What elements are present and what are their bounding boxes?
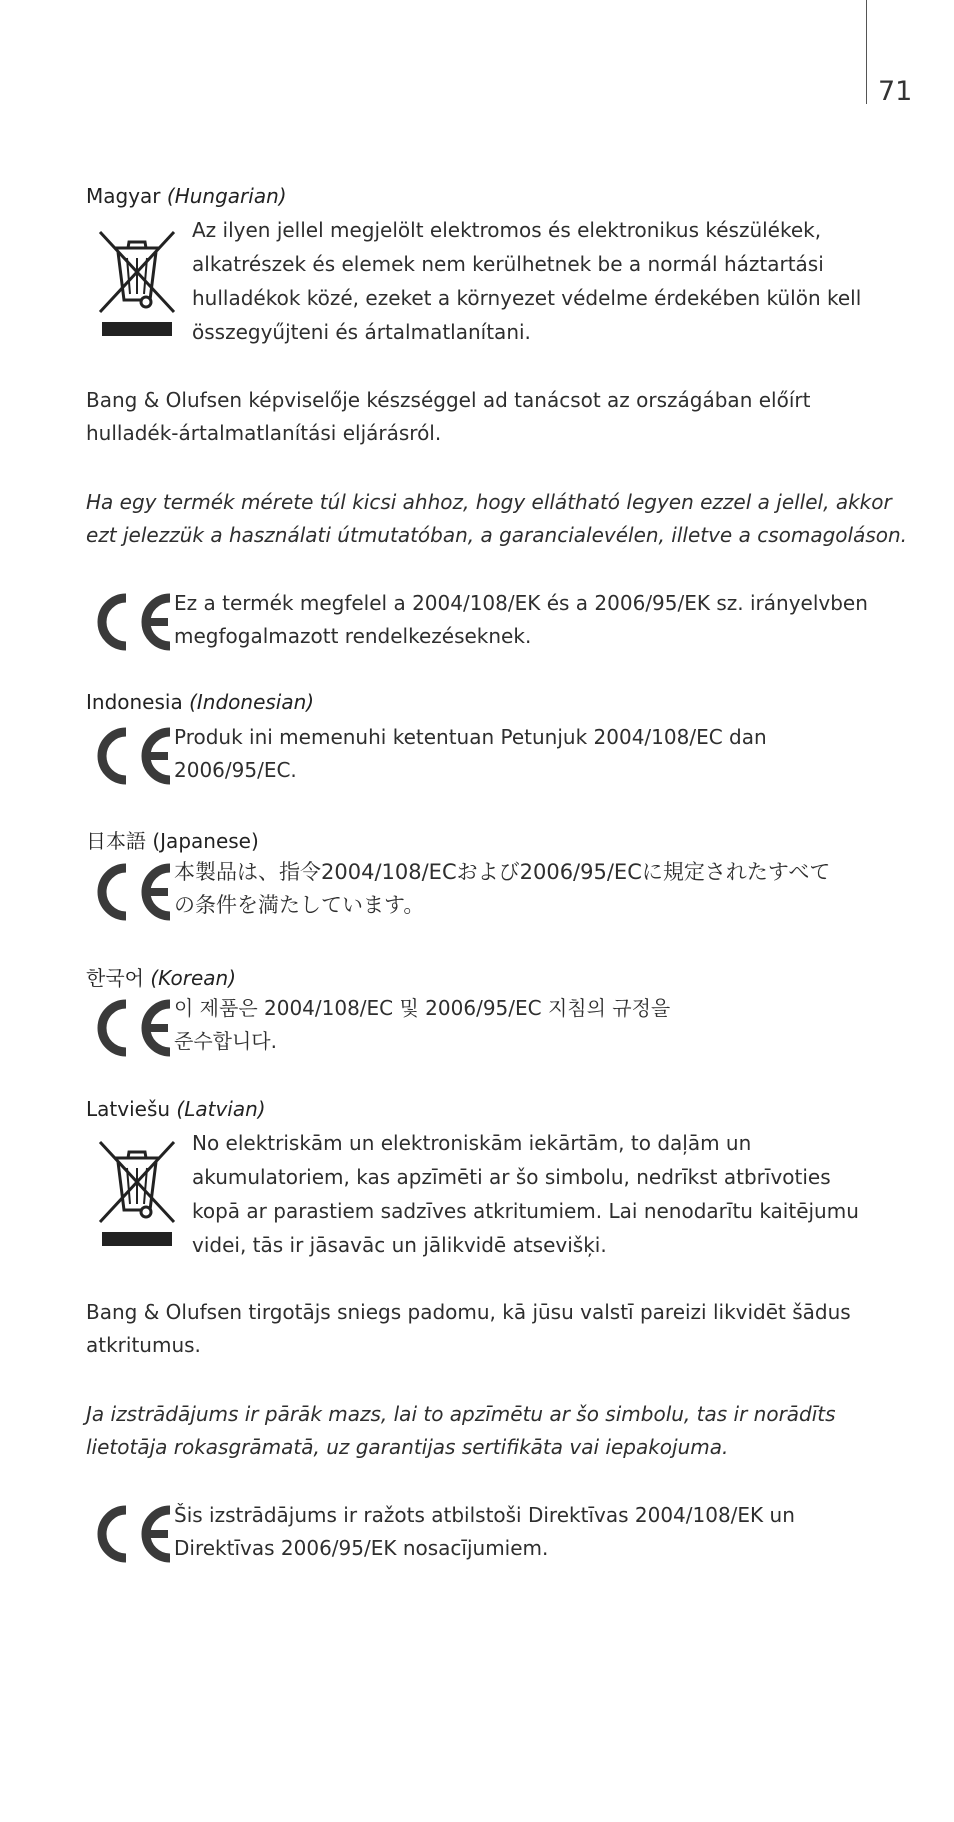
page-margin-rule (866, 0, 867, 104)
section-heading-hungarian (86, 184, 287, 208)
text-line: hulladék-ártalmatlanítási eljárásról. (86, 421, 442, 445)
text-line: kopā ar parastiem sadzīves atkritumiem. Lai nenodarītu kaitējumu (192, 1199, 859, 1223)
ce-statement-indonesian (174, 721, 767, 787)
text-line: hulladékok közé, ezeket a környezet védelme érdekében külön kell (192, 286, 862, 310)
ce-statement-latvian (174, 1499, 795, 1565)
section-heading-japanese (86, 825, 259, 854)
page-number: 71 (878, 76, 913, 107)
ce-mark-icon (92, 862, 176, 922)
text-line: Ha egy termék mérete túl kicsi ahhoz, hogy ellátható legyen ezzel a jellel, akkor (86, 490, 892, 514)
text-line: Az ilyen jellel megjelölt elektromos és elektronikus készülékek, (192, 218, 822, 242)
heading-language-english: (Indonesian) (189, 690, 315, 714)
weee-crossed-bin-icon (94, 1134, 180, 1246)
text-line: alkatrészek és elemek nem kerülhetnek be a normál háztartási (192, 252, 824, 276)
text-line: Produk ini memenuhi ketentuan Petunjuk 2004/108/EC dan (174, 725, 767, 749)
text-line: 本製品は、指令2004/108/ECおよび2006/95/ECに規定されたすべて (174, 860, 831, 884)
text-line: の条件を満たしています。 (174, 893, 425, 917)
heading-language-english: (Japanese) (152, 829, 259, 853)
heading-language-english: (Hungarian) (166, 184, 287, 208)
text-line: 이 제품은 2004/108/EC 및 2006/95/EC 지침의 규정을 (174, 996, 671, 1020)
section-heading-korean (86, 962, 236, 991)
section-heading-indonesian (86, 690, 314, 714)
text-line: No elektriskām un elektroniskām iekārtām, to daļām un (192, 1131, 752, 1155)
text-line: Ez a termék megfelel a 2004/108/EK és a 2006/95/EK sz. irányelvben (174, 591, 868, 615)
text-line: Direktīvas 2006/95/EK nosacījumiem. (174, 1536, 549, 1560)
ce-mark-icon (92, 726, 176, 786)
text-line: videi, tās ir jāsavāc un jālikvidē atsevišķi. (192, 1233, 607, 1257)
text-line: Šis izstrādājums ir ražots atbilstoši Direktīvas 2004/108/EK un (174, 1503, 795, 1527)
heading-language: Indonesia (86, 690, 183, 714)
heading-language-english: (Latvian) (176, 1097, 266, 1121)
dealer-advice-latvian (86, 1296, 876, 1362)
dealer-advice-hungarian (86, 384, 876, 450)
text-line: összegyűjteni és ártalmatlanítani. (192, 320, 531, 344)
small-product-note-hungarian (86, 486, 908, 552)
ce-statement-korean (174, 992, 670, 1058)
heading-language: 日本語 (86, 829, 146, 853)
text-line: atkritumus. (86, 1333, 201, 1357)
text-line: 2006/95/EC. (174, 758, 297, 782)
heading-language: Latviešu (86, 1097, 171, 1121)
text-line: Bang & Olufsen tirgotājs sniegs padomu, kā jūsu valstī pareizi likvidēt šādus (86, 1300, 851, 1324)
ce-statement-japanese (174, 856, 830, 922)
ce-statement-hungarian (174, 587, 868, 653)
text-line: lietotāja rokasgrāmatā, uz garantijas sertifikāta vai iepakojuma. (86, 1435, 729, 1459)
ce-mark-icon (92, 998, 176, 1058)
heading-language: Magyar (86, 184, 161, 208)
text-line: ezt jelezzük a használati útmutatóban, a garancialevélen, illetve a csomagoláson. (86, 523, 908, 547)
text-line: megfogalmazott rendelkezéseknek. (174, 624, 532, 648)
text-line: akumulatoriem, kas apzīmēti ar šo simbolu, nedrīkst atbrīvoties (192, 1165, 831, 1189)
small-product-note-latvian (86, 1398, 876, 1464)
text-line: Ja izstrādājums ir pārāk mazs, lai to apzīmētu ar šo simbolu, tas ir norādīts (86, 1402, 836, 1426)
weee-notice-latvian (192, 1126, 859, 1262)
heading-language-english: (Korean) (150, 966, 237, 990)
weee-notice-hungarian (192, 213, 861, 349)
text-line: Bang & Olufsen képviselője készséggel ad tanácsot az országában előírt (86, 388, 811, 412)
weee-crossed-bin-icon (94, 224, 180, 336)
ce-mark-icon (92, 592, 176, 652)
heading-language: 한국어 (86, 966, 144, 990)
text-line: 준수합니다. (174, 1029, 277, 1053)
ce-mark-icon (92, 1504, 176, 1564)
section-heading-latvian (86, 1097, 266, 1121)
